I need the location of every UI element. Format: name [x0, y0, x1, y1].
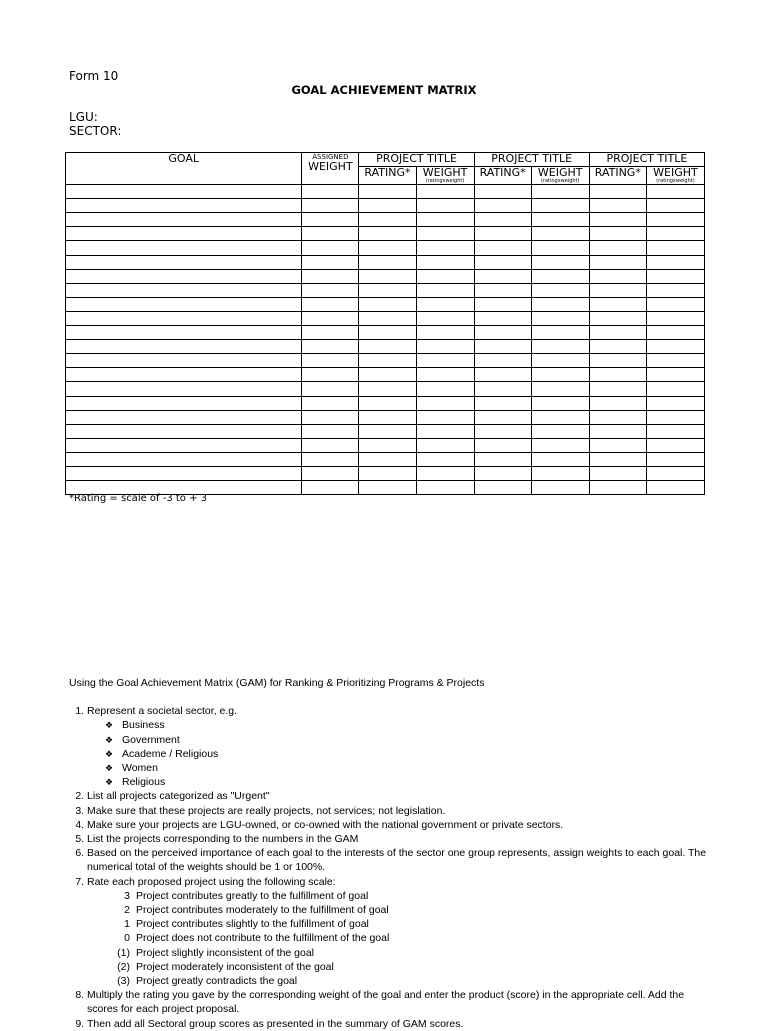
assigned-weight-cell[interactable] — [302, 466, 359, 480]
assigned-weight-cell[interactable] — [302, 185, 359, 199]
weighted-score-cell[interactable] — [646, 481, 704, 495]
rating-cell[interactable] — [474, 382, 531, 396]
assigned-weight-cell[interactable] — [302, 199, 359, 213]
rating-cell[interactable] — [474, 424, 531, 438]
weighted-header-1 — [416, 167, 474, 185]
rating-cell[interactable] — [589, 396, 646, 410]
weighted-score-cell[interactable] — [416, 452, 474, 466]
assigned-weight-cell[interactable] — [302, 213, 359, 227]
weighted-score-cell[interactable] — [531, 481, 589, 495]
table-row — [66, 311, 705, 325]
goal-cell[interactable] — [66, 269, 302, 283]
weighted-score-cell[interactable] — [646, 185, 704, 199]
goal-cell[interactable] — [66, 241, 302, 255]
rating-cell[interactable] — [589, 199, 646, 213]
goal-cell[interactable] — [66, 424, 302, 438]
table-row — [66, 297, 705, 311]
assigned-weight-cell[interactable] — [302, 368, 359, 382]
instruction-item-6: 6. Based on the perceived importance of each goal to the interests of the sector one group represents, assign weights to each goal. The numerical total of the weights should be 1 or 100%. — [87, 846, 709, 874]
scale-text: Project moderately inconsistent of the goal — [136, 960, 334, 973]
sector-item: ❖ Women — [105, 761, 709, 775]
scale-code: 0 — [124, 932, 130, 945]
form-number: Form 10 — [69, 69, 119, 83]
instruction-item-1 — [87, 704, 709, 789]
rating-cell[interactable] — [359, 424, 416, 438]
weighted-score-cell[interactable] — [531, 213, 589, 227]
weighted-score-cell[interactable] — [531, 368, 589, 382]
weighted-score-cell[interactable] — [531, 410, 589, 424]
scale-item — [105, 917, 709, 931]
rating-scale-list — [87, 889, 709, 988]
rating-cell[interactable] — [474, 241, 531, 255]
rating-cell[interactable] — [589, 283, 646, 297]
weighted-score-cell[interactable] — [416, 213, 474, 227]
assigned-weight-cell[interactable] — [302, 326, 359, 340]
weighted-score-cell[interactable] — [416, 466, 474, 480]
rating-cell[interactable] — [474, 213, 531, 227]
rating-cell[interactable] — [474, 481, 531, 495]
weighted-score-cell[interactable] — [646, 424, 704, 438]
weighted-score-cell[interactable] — [531, 185, 589, 199]
assigned-weight-cell[interactable] — [302, 340, 359, 354]
goal-cell[interactable] — [66, 368, 302, 382]
table-row — [66, 283, 705, 297]
weighted-header-2 — [531, 167, 589, 185]
weighted-note-1: (ratingxweight) — [425, 178, 465, 185]
rating-header-1: RATING* — [359, 167, 416, 185]
goal-cell[interactable] — [66, 382, 302, 396]
rating-cell[interactable] — [474, 340, 531, 354]
rating-cell[interactable] — [589, 438, 646, 452]
weighted-score-cell[interactable] — [646, 410, 704, 424]
rating-cell[interactable] — [474, 438, 531, 452]
rating-cell[interactable] — [359, 452, 416, 466]
rating-header-3: RATING* — [589, 167, 646, 185]
scale-item — [105, 931, 709, 945]
goal-cell[interactable] — [66, 326, 302, 340]
assigned-weight-cell[interactable] — [302, 452, 359, 466]
table-row — [66, 255, 705, 269]
table-row — [66, 410, 705, 424]
table-row — [66, 382, 705, 396]
rating-cell[interactable] — [589, 340, 646, 354]
scale-text: Project does not contribute to the fulfillment of the goal — [136, 932, 390, 945]
instruction-item-4: 4. Make sure your projects are LGU-owned, or co-owned with the national government or private sectors. — [87, 818, 709, 832]
weighted-label-3: WEIGHT — [653, 166, 698, 180]
weighted-score-cell[interactable] — [531, 269, 589, 283]
instruction-item-5: 5. List the projects corresponding to the numbers in the GAM — [87, 832, 709, 846]
assigned-weight-cell[interactable] — [302, 410, 359, 424]
table-row — [66, 199, 705, 213]
rating-cell[interactable] — [589, 466, 646, 480]
rating-cell[interactable] — [359, 227, 416, 241]
rating-cell[interactable] — [589, 382, 646, 396]
weighted-score-cell[interactable] — [416, 481, 474, 495]
scale-item — [105, 889, 709, 903]
rating-cell[interactable] — [359, 269, 416, 283]
weighted-score-cell[interactable] — [531, 452, 589, 466]
weight-header: WEIGHT — [308, 160, 353, 173]
lgu-label: LGU: — [69, 110, 98, 124]
scale-item — [105, 974, 709, 988]
rating-cell[interactable] — [474, 227, 531, 241]
rating-cell[interactable] — [589, 452, 646, 466]
goal-cell[interactable] — [66, 452, 302, 466]
rating-cell[interactable] — [589, 241, 646, 255]
instructions-section — [69, 676, 709, 1031]
sector-item: ❖ Business — [105, 718, 709, 732]
weighted-score-cell[interactable] — [646, 269, 704, 283]
table-row — [66, 326, 705, 340]
weighted-score-cell[interactable] — [416, 326, 474, 340]
weighted-score-cell[interactable] — [531, 283, 589, 297]
table-row — [66, 213, 705, 227]
weighted-score-cell[interactable] — [646, 227, 704, 241]
weighted-score-cell[interactable] — [646, 340, 704, 354]
assigned-weight-cell[interactable] — [302, 297, 359, 311]
rating-cell[interactable] — [474, 466, 531, 480]
instruction-item-2: 2. List all projects categorized as "Urgent" — [87, 789, 709, 803]
rating-cell[interactable] — [359, 297, 416, 311]
weighted-note-3: (ratingxweight) — [656, 178, 695, 185]
weighted-score-cell[interactable] — [416, 368, 474, 382]
scale-item — [105, 960, 709, 974]
rating-cell[interactable] — [589, 424, 646, 438]
table-row — [66, 396, 705, 410]
goal-cell[interactable] — [66, 297, 302, 311]
goal-cell[interactable] — [66, 227, 302, 241]
assigned-weight-cell[interactable] — [302, 424, 359, 438]
goal-header: GOAL — [66, 153, 302, 185]
goal-cell[interactable] — [66, 466, 302, 480]
rating-cell[interactable] — [474, 255, 531, 269]
rating-cell[interactable] — [359, 213, 416, 227]
weighted-score-cell[interactable] — [531, 326, 589, 340]
rating-cell[interactable] — [474, 452, 531, 466]
scale-item — [105, 903, 709, 917]
goal-cell[interactable] — [66, 185, 302, 199]
goal-cell[interactable] — [66, 396, 302, 410]
table-row — [66, 241, 705, 255]
rating-cell[interactable] — [589, 326, 646, 340]
scale-code: 1 — [124, 918, 130, 931]
rating-cell[interactable] — [589, 255, 646, 269]
rating-cell[interactable] — [359, 354, 416, 368]
project-title-header-3: PROJECT TITLE — [589, 153, 704, 167]
weighted-score-cell[interactable] — [646, 326, 704, 340]
assigned-weight-cell[interactable] — [302, 227, 359, 241]
rating-cell[interactable] — [474, 311, 531, 325]
page-title — [0, 83, 768, 97]
rating-cell[interactable] — [474, 368, 531, 382]
weighted-score-cell[interactable] — [646, 368, 704, 382]
weighted-score-cell[interactable] — [416, 340, 474, 354]
weighted-score-cell[interactable] — [416, 283, 474, 297]
weighted-score-cell[interactable] — [646, 241, 704, 255]
rating-cell[interactable] — [359, 311, 416, 325]
weighted-score-cell[interactable] — [416, 185, 474, 199]
table-row — [66, 368, 705, 382]
weighted-score-cell[interactable] — [646, 354, 704, 368]
assigned-weight-header — [302, 153, 359, 185]
rating-cell[interactable] — [589, 213, 646, 227]
rating-cell[interactable] — [474, 410, 531, 424]
assigned-label: ASSIGNED — [312, 153, 349, 161]
goal-cell[interactable] — [66, 199, 302, 213]
weighted-score-cell[interactable] — [646, 213, 704, 227]
rating-cell[interactable] — [359, 368, 416, 382]
goal-cell[interactable] — [66, 213, 302, 227]
weighted-score-cell[interactable] — [416, 311, 474, 325]
table-row — [66, 466, 705, 480]
table-row — [66, 269, 705, 283]
rating-cell[interactable] — [474, 396, 531, 410]
goal-cell[interactable] — [66, 340, 302, 354]
table-row — [66, 340, 705, 354]
table-header-row-1 — [66, 153, 705, 167]
rating-cell[interactable] — [359, 481, 416, 495]
goal-cell[interactable] — [66, 438, 302, 452]
assigned-weight-cell[interactable] — [302, 396, 359, 410]
scale-text: Project contributes moderately to the fulfillment of goal — [136, 904, 389, 917]
weighted-score-cell[interactable] — [646, 199, 704, 213]
rating-cell[interactable] — [359, 396, 416, 410]
instruction-item-8: 8. Multiply the rating you gave by the corresponding weight of the goal and enter the product (score) in the appropriate cell. Add the scores for each project proposal. — [87, 988, 709, 1016]
weighted-score-cell[interactable] — [646, 396, 704, 410]
assigned-weight-cell[interactable] — [302, 382, 359, 396]
instruction-item-3: 3. Make sure that these projects are really projects, not services; not legislation. — [87, 804, 709, 818]
rating-cell[interactable] — [589, 297, 646, 311]
goal-cell[interactable] — [66, 283, 302, 297]
goal-cell[interactable] — [66, 354, 302, 368]
rating-cell[interactable] — [589, 481, 646, 495]
rating-cell[interactable] — [474, 199, 531, 213]
assigned-weight-cell[interactable] — [302, 283, 359, 297]
instructions-list — [69, 704, 709, 1031]
rating-cell[interactable] — [359, 199, 416, 213]
goal-cell[interactable] — [66, 255, 302, 269]
scale-text: Project contributes slightly to the fulfillment of goal — [136, 918, 369, 931]
weighted-score-cell[interactable] — [416, 269, 474, 283]
rating-cell[interactable] — [589, 368, 646, 382]
sector-item: ❖ Religious — [105, 775, 709, 789]
weighted-score-cell[interactable] — [416, 382, 474, 396]
goal-cell[interactable] — [66, 410, 302, 424]
assigned-weight-cell[interactable] — [302, 481, 359, 495]
weighted-score-cell[interactable] — [531, 382, 589, 396]
table-row — [66, 424, 705, 438]
weighted-score-cell[interactable] — [531, 424, 589, 438]
assigned-weight-cell[interactable] — [302, 255, 359, 269]
rating-cell[interactable] — [589, 354, 646, 368]
assigned-weight-cell[interactable] — [302, 438, 359, 452]
rating-cell[interactable] — [474, 326, 531, 340]
instructions-heading: Using the Goal Achievement Matrix (GAM) for Ranking & Prioritizing Programs & Projects — [69, 677, 485, 689]
assigned-weight-cell[interactable] — [302, 354, 359, 368]
instruction-item-7 — [87, 875, 709, 989]
weighted-label-2: WEIGHT — [537, 166, 583, 180]
weighted-score-cell[interactable] — [646, 466, 704, 480]
sector-item: ❖ Government — [105, 733, 709, 747]
weighted-score-cell[interactable] — [531, 466, 589, 480]
instruction-item-7-text: Rate each proposed project using the following scale: — [87, 875, 336, 888]
weighted-score-cell[interactable] — [416, 396, 474, 410]
scale-text: Project contributes greatly to the fulfillment of goal — [136, 889, 369, 902]
scale-text: Project greatly contradicts the goal — [136, 975, 298, 988]
weighted-score-cell[interactable] — [416, 255, 474, 269]
rating-cell[interactable] — [474, 283, 531, 297]
rating-cell[interactable] — [359, 410, 416, 424]
weighted-score-cell[interactable] — [531, 396, 589, 410]
rating-cell[interactable] — [589, 311, 646, 325]
weighted-score-cell[interactable] — [646, 297, 704, 311]
weighted-header-3 — [646, 167, 704, 185]
weighted-score-cell[interactable] — [531, 438, 589, 452]
rating-cell[interactable] — [359, 241, 416, 255]
rating-cell[interactable] — [474, 297, 531, 311]
scale-code: (1) — [117, 946, 130, 959]
weighted-score-cell[interactable] — [416, 410, 474, 424]
weighted-score-cell[interactable] — [531, 354, 589, 368]
weighted-score-cell[interactable] — [646, 283, 704, 297]
assigned-weight-cell[interactable] — [302, 241, 359, 255]
table-row — [66, 354, 705, 368]
weighted-score-cell[interactable] — [416, 241, 474, 255]
table-row — [66, 452, 705, 466]
weighted-score-cell[interactable] — [531, 241, 589, 255]
weighted-score-cell[interactable] — [416, 297, 474, 311]
scale-code: (3) — [117, 975, 130, 988]
rating-cell[interactable] — [589, 185, 646, 199]
rating-cell[interactable] — [359, 255, 416, 269]
weighted-score-cell[interactable] — [646, 311, 704, 325]
weighted-score-cell[interactable] — [416, 199, 474, 213]
rating-cell[interactable] — [359, 185, 416, 199]
assigned-weight-cell[interactable] — [302, 269, 359, 283]
scale-text: Project slightly inconsistent of the goal — [136, 946, 315, 959]
weighted-score-cell[interactable] — [531, 227, 589, 241]
weighted-note-2: (ratingxweight) — [540, 178, 580, 185]
rating-cell[interactable] — [589, 227, 646, 241]
rating-cell[interactable] — [359, 466, 416, 480]
rating-cell[interactable] — [359, 340, 416, 354]
goal-achievement-table — [65, 152, 705, 495]
project-title-header-1: PROJECT TITLE — [359, 153, 474, 167]
rating-cell[interactable] — [589, 269, 646, 283]
weighted-score-cell[interactable] — [646, 255, 704, 269]
project-title-header-2: PROJECT TITLE — [474, 153, 589, 167]
scale-code: 2 — [124, 904, 130, 917]
weighted-score-cell[interactable] — [646, 438, 704, 452]
weighted-score-cell[interactable] — [646, 382, 704, 396]
table-row — [66, 227, 705, 241]
weighted-score-cell[interactable] — [531, 199, 589, 213]
weighted-score-cell[interactable] — [531, 340, 589, 354]
rating-cell[interactable] — [589, 410, 646, 424]
table-row — [66, 438, 705, 452]
weighted-score-cell[interactable] — [416, 354, 474, 368]
sector-list — [87, 718, 709, 789]
instruction-item-1-text: Represent a societal sector, e.g. — [87, 705, 237, 718]
weighted-score-cell[interactable] — [531, 255, 589, 269]
instruction-item-9: 9. Then add all Sectoral group scores as presented in the summary of GAM scores. — [87, 1017, 709, 1031]
page-title-text: GOAL ACHIEVEMENT MATRIX — [291, 83, 477, 97]
rating-cell[interactable] — [359, 382, 416, 396]
rating-cell[interactable] — [474, 185, 531, 199]
rating-cell[interactable] — [474, 269, 531, 283]
assigned-weight-cell[interactable] — [302, 311, 359, 325]
rating-footnote: *Rating = scale of -3 to + 3 — [69, 493, 208, 504]
weighted-label-1: WEIGHT — [422, 166, 468, 180]
weighted-score-cell[interactable] — [416, 227, 474, 241]
rating-header-2: RATING* — [474, 167, 531, 185]
weighted-score-cell[interactable] — [531, 311, 589, 325]
weighted-score-cell[interactable] — [416, 438, 474, 452]
rating-cell[interactable] — [474, 354, 531, 368]
table-row — [66, 185, 705, 199]
rating-cell[interactable] — [359, 326, 416, 340]
scale-code: 3 — [124, 889, 130, 902]
goal-cell[interactable] — [66, 311, 302, 325]
scale-code: (2) — [117, 960, 130, 973]
rating-cell[interactable] — [359, 438, 416, 452]
weighted-score-cell[interactable] — [416, 424, 474, 438]
sector-item: ❖ Academe / Religious — [105, 747, 709, 761]
sector-label: SECTOR: — [69, 124, 122, 138]
weighted-score-cell[interactable] — [531, 297, 589, 311]
scale-item — [105, 946, 709, 960]
weighted-score-cell[interactable] — [646, 452, 704, 466]
rating-cell[interactable] — [359, 283, 416, 297]
